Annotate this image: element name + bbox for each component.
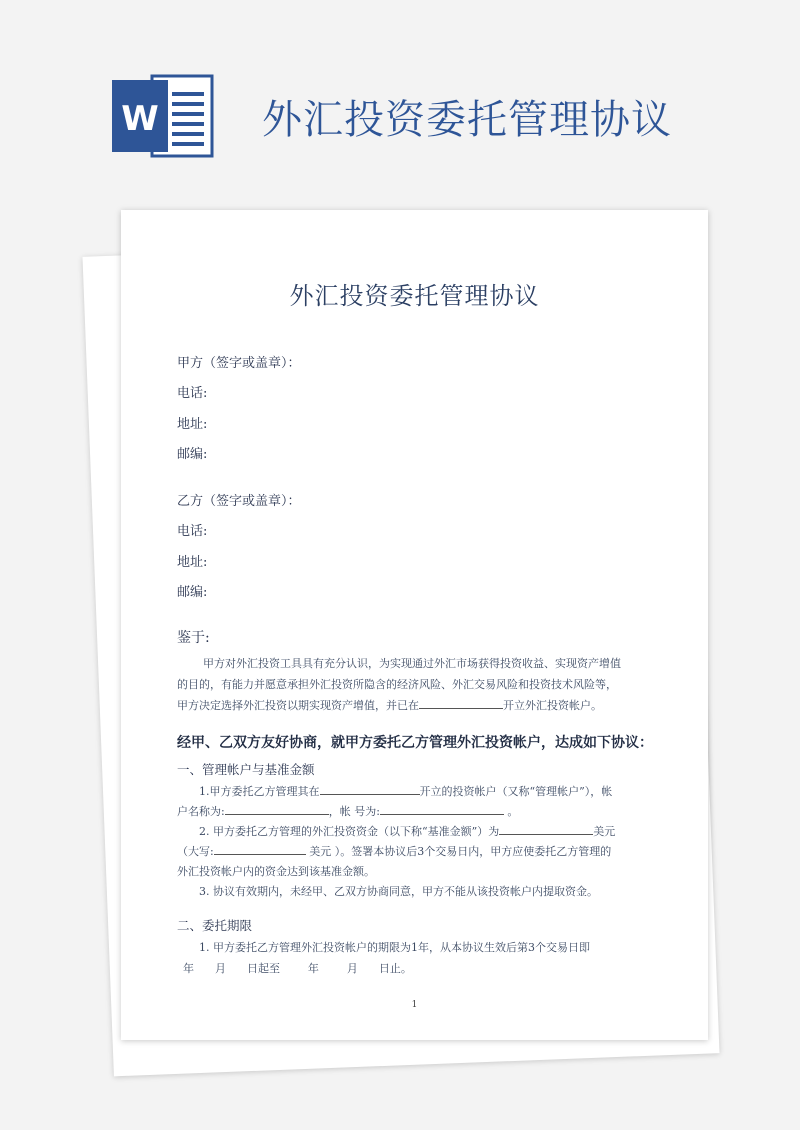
word-document-icon bbox=[110, 70, 216, 162]
whereas-line-3: 甲方决定选择外汇投资以期实现资产增值，并已在 开立外汇投资帐户。 bbox=[177, 699, 602, 712]
section-1-item-2-line-2: （大写: 美元 ）。签署本协议后3个交易日内，甲方应使委托乙方管理的 bbox=[177, 845, 612, 858]
party-a-address: 地址: bbox=[177, 417, 208, 432]
section-1-heading: 一、管理帐户与基准金额 bbox=[177, 762, 315, 777]
banner-title: 外汇投资委托管理协议 bbox=[262, 97, 672, 143]
section-2-item-1-line-1: 1. 甲方委托乙方管理外汇投资帐户的期限为1年，从本协议生效后第3个交易日即 bbox=[199, 941, 590, 954]
blank-field bbox=[380, 804, 504, 815]
party-a-label: 甲方（签字或盖章）： bbox=[177, 356, 301, 371]
section-1-item-2-line-3: 外汇投资帐户内的资金达到该基准金额。 bbox=[177, 865, 375, 878]
page-number: 1 bbox=[411, 1000, 418, 1010]
party-b-phone: 电话: bbox=[177, 524, 208, 539]
document-page bbox=[121, 210, 708, 1040]
party-a-postcode: 邮编: bbox=[177, 447, 208, 462]
blank-field bbox=[499, 824, 593, 835]
whereas-line-1: 甲方对外汇投资工具具有充分认识，为实现通过外汇市场获得投资收益、实现资产增值 bbox=[203, 657, 621, 670]
party-b-address: 地址: bbox=[177, 555, 208, 570]
section-2-item-1-line-2: 年 月 日起至 年 月 日止。 bbox=[183, 962, 412, 975]
agreement-intro: 经甲、乙双方友好协商，就甲方委托乙方管理外汇投资帐户，达成如下协议： bbox=[177, 735, 653, 751]
section-1-item-3: 3. 协议有效期内，未经甲、乙双方协商同意，甲方不能从该投资帐户内提取资金。 bbox=[199, 885, 598, 898]
party-b-postcode: 邮编: bbox=[177, 585, 208, 600]
party-b-label: 乙方（签字或盖章）： bbox=[177, 494, 301, 509]
logo-letter: W bbox=[121, 99, 159, 139]
whereas-heading: 鉴于: bbox=[177, 630, 210, 646]
blank-field bbox=[419, 698, 503, 709]
section-1-item-1-line-2: 户名称为: ，帐 号为: 。 bbox=[177, 805, 519, 818]
party-a-phone: 电话: bbox=[177, 386, 208, 401]
blank-field bbox=[320, 784, 420, 795]
section-1-item-1-line-1: 1.甲方委托乙方管理其在 开立的投资帐户（又称“管理帐户”），帐 bbox=[199, 785, 613, 798]
document-title: 外汇投资委托管理协议 bbox=[289, 282, 540, 310]
whereas-line-2: 的目的，有能力并愿意承担外汇投资所隐含的经济风险、外汇交易风险和投资技术风险等， bbox=[177, 678, 617, 691]
section-1-item-2-line-1: 2. 甲方委托乙方管理的外汇投资资金（以下称“基准金额”）为 美元 bbox=[199, 825, 616, 838]
section-2-heading: 二、委托期限 bbox=[177, 918, 253, 933]
blank-field bbox=[225, 804, 329, 815]
blank-field bbox=[214, 844, 306, 855]
